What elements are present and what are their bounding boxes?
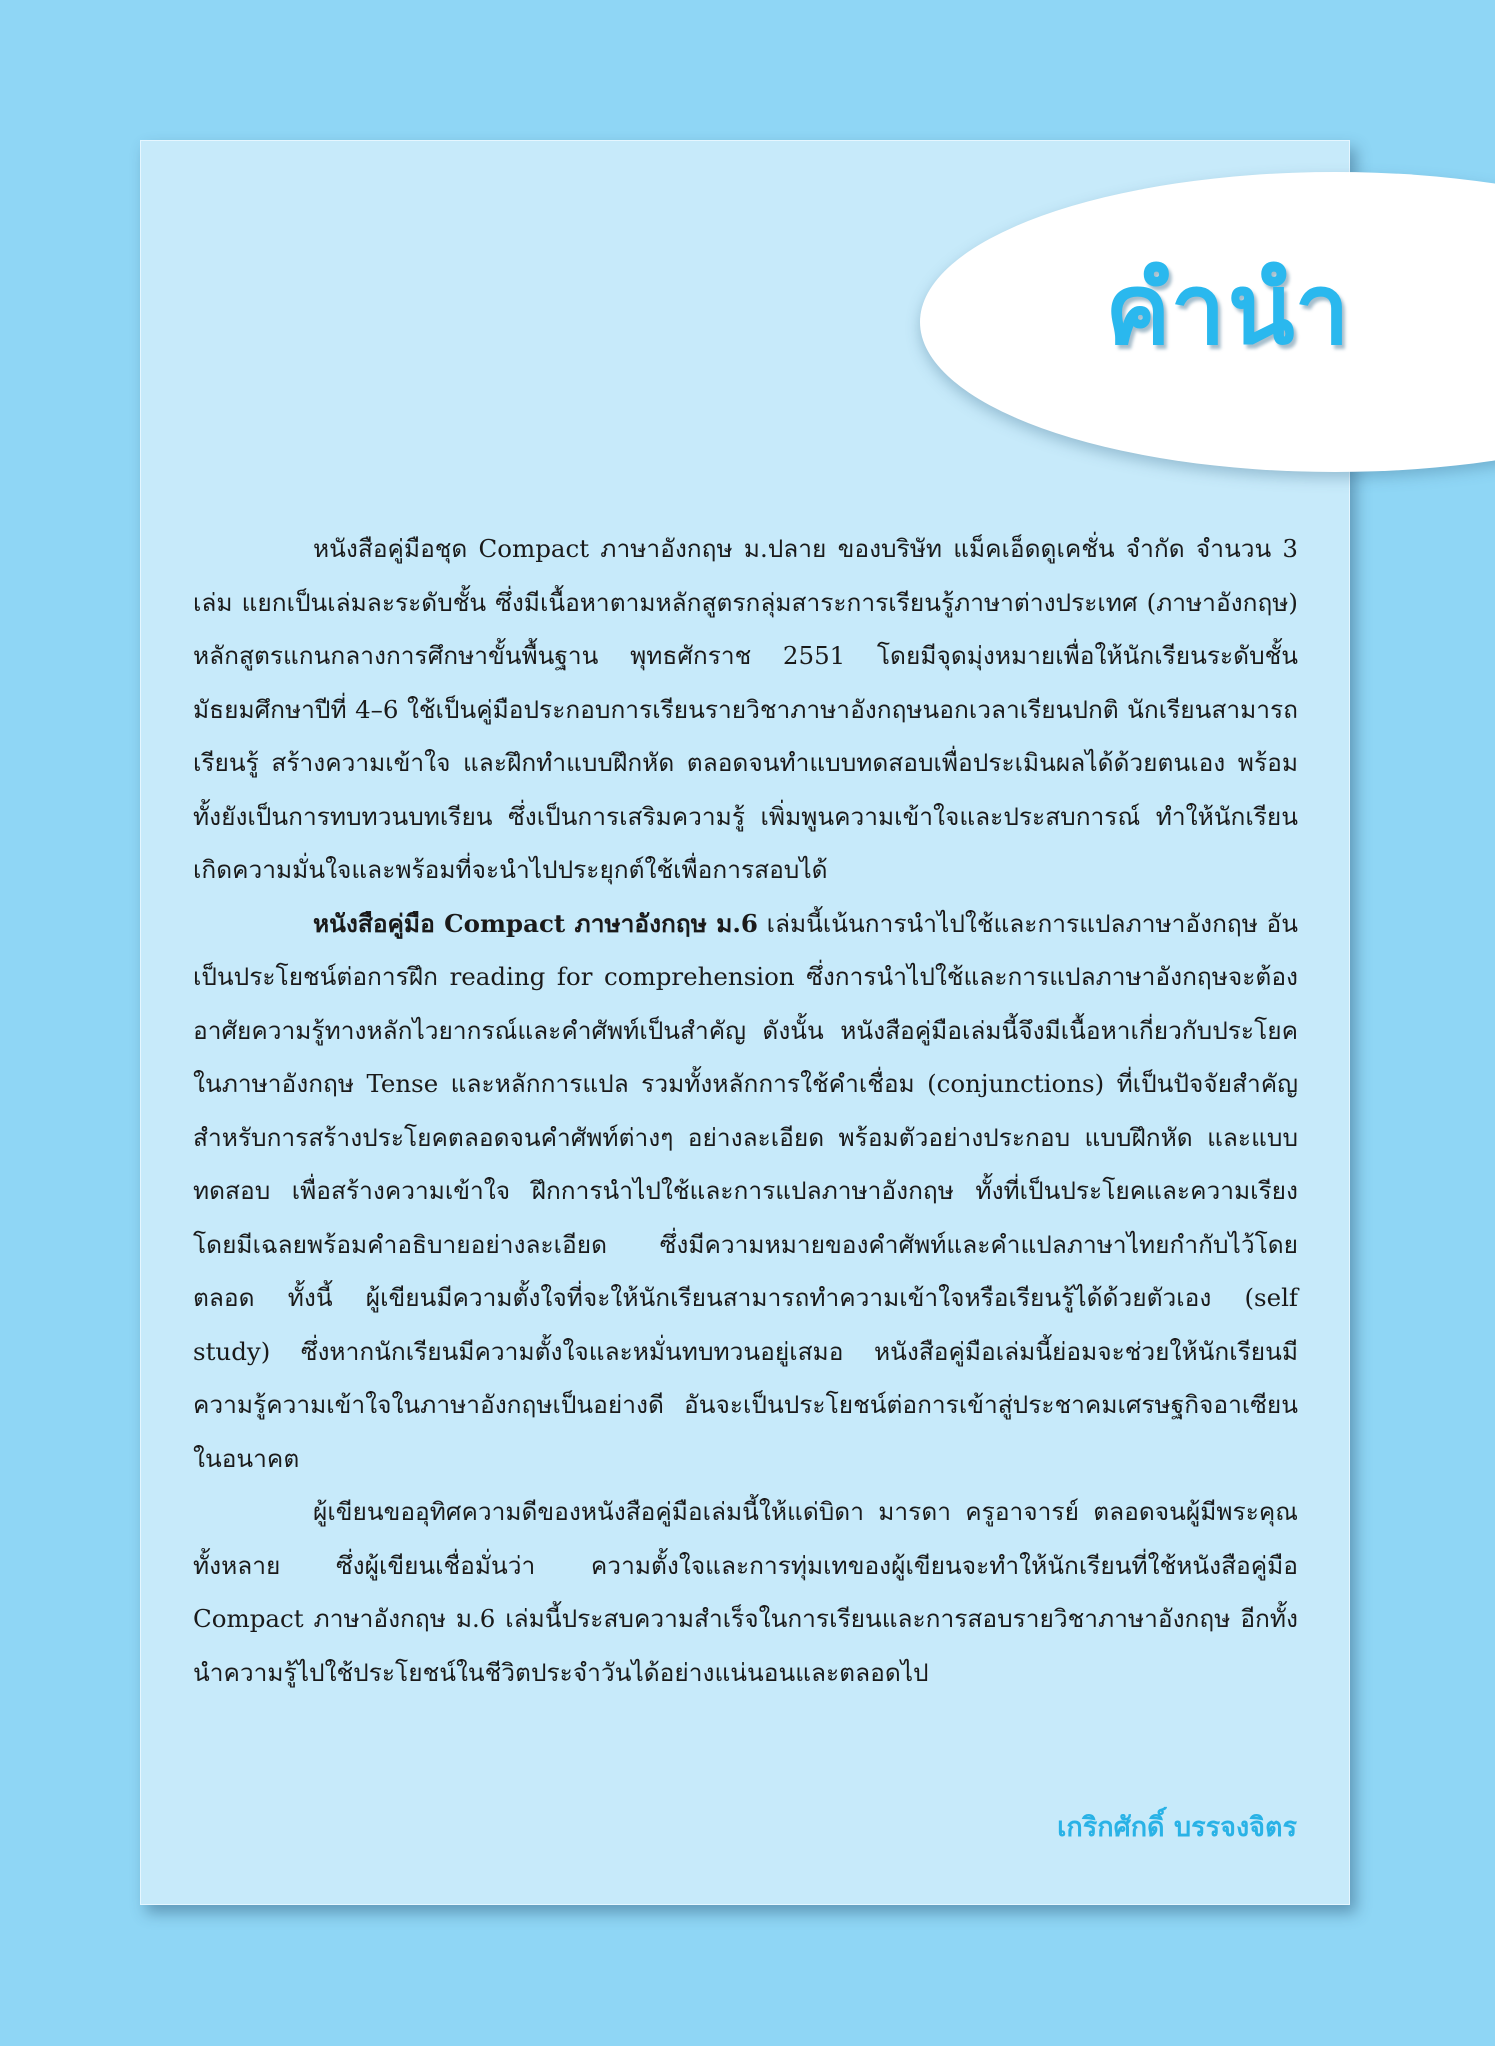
- paragraph-text: เล่มนี้เน้นการนำไปใช้และการแปลภาษาอังกฤษ อันเป็นประโยชน์ต่อการฝึก reading for comprehension ซึ่งการนำไปใช้และการแปลภาษาอังกฤษจะต้องอาศัยความรู้ทางหลักไวยากรณ์และคำศัพท์เป็นสำคัญ ดังนั้น หนังสือคู่มือเล่มนี้จึงมีเนื้อหาเกี่ยวกับประโยคในภาษาอังกฤษ Tense และหลักการแปล รวมทั้งหลักการใช้คำเชื่อม (conjunctions) ที่เป็นปัจจัยสำคัญสำหรับการสร้างประโยคตลอดจนคำศัพท์ต่างๆ อย่างละเอียด พร้อมตัวอย่างประกอบ แบบฝึกหัด และแบบทดสอบ เพื่อสร้างความเข้าใจ ฝึกการนำไปใช้และการแปลภาษาอังกฤษ ทั้งที่เป็นประโยคและความเรียง โดยมีเฉลยพร้อมคำอธิบายอย่างละเอียด ซึ่งมีความหมายของคำศัพท์และคำแปลภาษาไทยกำกับไว้โดยตลอด ทั้งนี้ ผู้เขียนมีความตั้งใจที่จะให้นักเรียนสามารถทำความเข้าใจหรือเรียนรู้ได้ด้วยตัวเอง (self study) ซึ่งหากนักเรียนมีความตั้งใจและหมั่นทบทวนอยู่เสมอ หนังสือคู่มือเล่มนี้ย่อมจะช่วยให้นักเรียนมีความรู้ความเข้าใจในภาษาอังกฤษเป็นอย่างดี อันจะเป็นประโยชน์ต่อการเข้าสู่ประชาคมเศรษฐกิจอาเซียนในอนาคต: [193, 908, 1298, 1473]
- page-title: คำนำ: [1105, 253, 1352, 367]
- preface-paragraph-3: [193, 1485, 1298, 1699]
- preface-paragraph-2: [193, 897, 1298, 1486]
- book-title-lead: หนังสือคู่มือ Compact ภาษาอังกฤษ ม.6: [313, 908, 758, 938]
- author-signature: เกริกศักดิ์ บรรจงจิตร: [1057, 1812, 1297, 1843]
- paragraph-text: หนังสือคู่มือชุด Compact ภาษาอังกฤษ ม.ปลาย ของบริษัท แม็คเอ็ดดูเคชั่น จำกัด จำนวน 3 เล่ม แยกเป็นเล่มละระดับชั้น ซึ่งมีเนื้อหาตามหลักสูตรกลุ่มสาระการเรียนรู้ภาษาต่างประเทศ (ภาษาอังกฤษ) หลักสูตรแกนกลางการศึกษาขั้นพื้นฐาน พุทธศักราช 2551 โดยมีจุดมุ่งหมายเพื่อให้นักเรียนระดับชั้นมัธยมศึกษาปีที่ 4–6 ใช้เป็นคู่มือประกอบการเรียนรายวิชาภาษาอังกฤษนอกเวลาเรียนปกติ นักเรียนสามารถเรียนรู้ สร้างความเข้าใจ และฝึกทำแบบฝึกหัด ตลอดจนทำแบบทดสอบเพื่อประเมินผลได้ด้วยตนเอง พร้อมทั้งยังเป็นการทบทวนบทเรียน ซึ่งเป็นการเสริมความรู้ เพิ่มพูนความเข้าใจและประสบการณ์ ทำให้นักเรียนเกิดความมั่นใจและพร้อมที่จะนำไปประยุกต์ใช้เพื่อการสอบได้: [193, 534, 1298, 884]
- preface-body: [193, 522, 1298, 1699]
- paragraph-text: ผู้เขียนขออุทิศความดีของหนังสือคู่มือเล่มนี้ให้แด่บิดา มารดา ครูอาจารย์ ตลอดจนผู้มีพระคุณทั้งหลาย ซึ่งผู้เขียนเชื่อมั่นว่า ความตั้งใจและการทุ่มเทของผู้เขียนจะทำให้นักเรียนที่ใช้หนังสือคู่มือ Compact ภาษาอังกฤษ ม.6 เล่มนี้ประสบความสำเร็จในการเรียนและการสอบรายวิชาภาษาอังกฤษ อีกทั้งนำความรู้ไปใช้ประโยชน์ในชีวิตประจำวันได้อย่างแน่นอนและตลอดไป: [193, 1497, 1298, 1687]
- preface-paragraph-1: [193, 522, 1298, 897]
